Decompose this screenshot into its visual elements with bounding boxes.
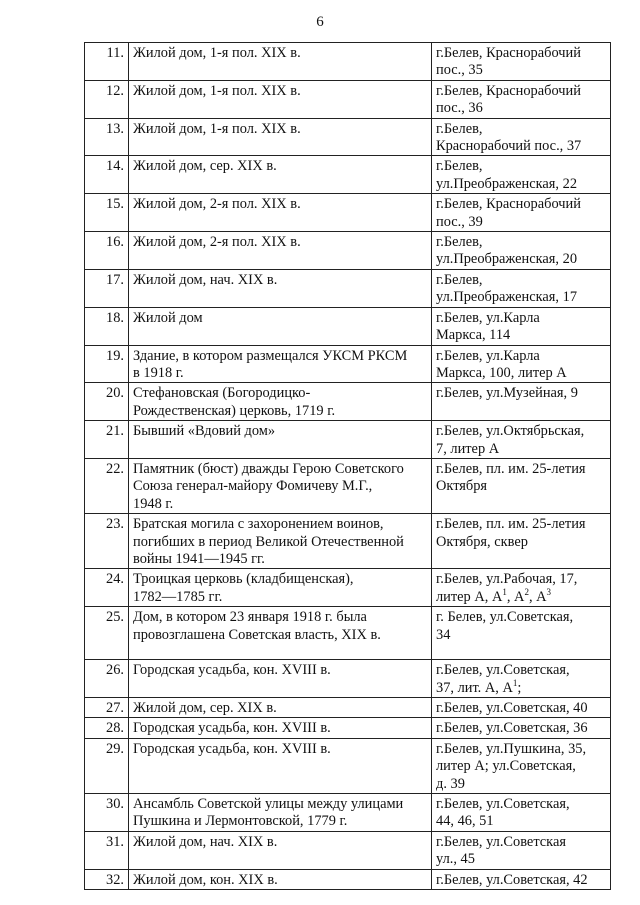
table-row (85, 831, 611, 869)
object-name: Жилой дом, нач. XIX в. (129, 831, 432, 869)
table-row (85, 607, 611, 660)
object-address: г.Белев, ул.Музейная, 9 (432, 383, 611, 421)
object-name: Жилой дом, нач. XIX в. (129, 269, 432, 307)
table-row (85, 269, 611, 307)
row-number: 24. (85, 569, 129, 607)
table-row (85, 232, 611, 270)
object-name: Братская могила с захоронением воинов, погибших в период Великой Отечественной войны 1941—1945 гг. (129, 514, 432, 569)
address-line: г.Белев, ул.Рабочая, 17, (436, 571, 578, 588)
object-address: г.Белев, Краснорабочий пос., 35 (432, 43, 611, 81)
table-row (85, 569, 611, 607)
table-row (85, 421, 611, 459)
row-number: 23. (85, 514, 129, 569)
table-row (85, 660, 611, 698)
object-address: г.Белев, Краснорабочий пос., 39 (432, 194, 611, 232)
object-name: Жилой дом, сер. XIX в. (129, 156, 432, 194)
table-row (85, 794, 611, 832)
address-line: г.Белев, ул.Советская, (436, 662, 570, 679)
row-number: 21. (85, 421, 129, 459)
row-number: 12. (85, 80, 129, 118)
object-name: Жилой дом, кон. XIX в. (129, 869, 432, 889)
row-number: 17. (85, 269, 129, 307)
object-address: г.Белев, ул.Советская, 36 (432, 718, 611, 738)
table-row (85, 718, 611, 738)
table-row (85, 118, 611, 156)
object-address: г.Белев, Краснорабочий пос., 36 (432, 80, 611, 118)
row-number: 18. (85, 307, 129, 345)
row-number: 13. (85, 118, 129, 156)
object-address: г.Белев, ул.Октябрьская, 7, литер А (432, 421, 611, 459)
object-name: Дом, в котором 23 января 1918 г. была провозглашена Советская власть, XIX в. (129, 607, 432, 660)
row-number: 28. (85, 718, 129, 738)
object-name: Бывший «Вдовий дом» (129, 421, 432, 459)
object-name: Жилой дом, 1-я пол. XIX в. (129, 43, 432, 81)
object-address: г.Белев, ул.Советская, 40 (432, 698, 611, 718)
object-address: г.Белев, ул.Карла Маркса, 114 (432, 307, 611, 345)
row-number: 20. (85, 383, 129, 421)
heritage-objects-table (84, 42, 611, 890)
row-number: 22. (85, 458, 129, 513)
object-address: г.Белев, ул.Советская, 44, 46, 51 (432, 794, 611, 832)
object-address: г.Белев, ул.Преображенская, 22 (432, 156, 611, 194)
row-number: 19. (85, 345, 129, 383)
row-number: 11. (85, 43, 129, 81)
object-name: Жилой дом, 1-я пол. XIX в. (129, 118, 432, 156)
table-row (85, 514, 611, 569)
table-row (85, 869, 611, 889)
object-address: г.Белев, пл. им. 25-летия Октября, сквер (432, 514, 611, 569)
table-row (85, 80, 611, 118)
page-number: 6 (316, 14, 324, 30)
object-name: Городская усадьба, кон. XVIII в. (129, 660, 432, 698)
object-address: г.Белев, Краснорабочий пос., 37 (432, 118, 611, 156)
object-name: Стефановская (Богородицко- Рождественская) церковь, 1719 г. (129, 383, 432, 421)
object-name: Ансамбль Советской улицы между улицами Пушкина и Лермонтовской, 1779 г. (129, 794, 432, 832)
table-row (85, 738, 611, 793)
object-name: Троицкая церковь (кладбищенская), 1782—1785 гг. (129, 569, 432, 607)
table-row (85, 345, 611, 383)
address-line: 37, лит. А, $А^1$; (436, 677, 522, 696)
object-address: г.Белев, ул.Преображенская, 20 (432, 232, 611, 270)
row-number: 14. (85, 156, 129, 194)
object-name: Жилой дом, 2-я пол. XIX в. (129, 194, 432, 232)
table-row (85, 698, 611, 718)
object-address: г. Белев, ул.Советская, 34 (432, 607, 611, 660)
object-name: Памятник (бюст) дважды Герою Советского Союза генерал-майору Фомичеву М.Г., 1948 г. (129, 458, 432, 513)
object-address (432, 660, 611, 698)
row-number: 25. (85, 607, 129, 660)
object-name: Жилой дом (129, 307, 432, 345)
object-address (432, 569, 611, 607)
object-name: Городская усадьба, кон. XVIII в. (129, 738, 432, 793)
object-address: г.Белев, пл. им. 25-летия Октября (432, 458, 611, 513)
table-row (85, 194, 611, 232)
object-name: Жилой дом, сер. XIX в. (129, 698, 432, 718)
object-name: Жилой дом, 2-я пол. XIX в. (129, 232, 432, 270)
row-number: 27. (85, 698, 129, 718)
table-row (85, 383, 611, 421)
object-address: г.Белев, ул.Советская ул., 45 (432, 831, 611, 869)
object-address: г.Белев, ул.Советская, 42 (432, 869, 611, 889)
table-row (85, 307, 611, 345)
object-name: Здание, в котором размещался УКСМ РКСМ в 1918 г. (129, 345, 432, 383)
address-line: литер А, $А^1$, $А^2$, $А^3$ (436, 586, 552, 605)
object-address: г.Белев, ул.Карла Маркса, 100, литер А (432, 345, 611, 383)
row-number: 16. (85, 232, 129, 270)
object-address: г.Белев, ул.Пушкина, 35, литер А; ул.Советская, д. 39 (432, 738, 611, 793)
table-row (85, 156, 611, 194)
row-number: 31. (85, 831, 129, 869)
object-name: Жилой дом, 1-я пол. XIX в. (129, 80, 432, 118)
row-number: 29. (85, 738, 129, 793)
table-row (85, 43, 611, 81)
table-row (85, 458, 611, 513)
object-name: Городская усадьба, кон. XVIII в. (129, 718, 432, 738)
row-number: 15. (85, 194, 129, 232)
object-address: г.Белев, ул.Преображенская, 17 (432, 269, 611, 307)
row-number: 32. (85, 869, 129, 889)
row-number: 26. (85, 660, 129, 698)
row-number: 30. (85, 794, 129, 832)
